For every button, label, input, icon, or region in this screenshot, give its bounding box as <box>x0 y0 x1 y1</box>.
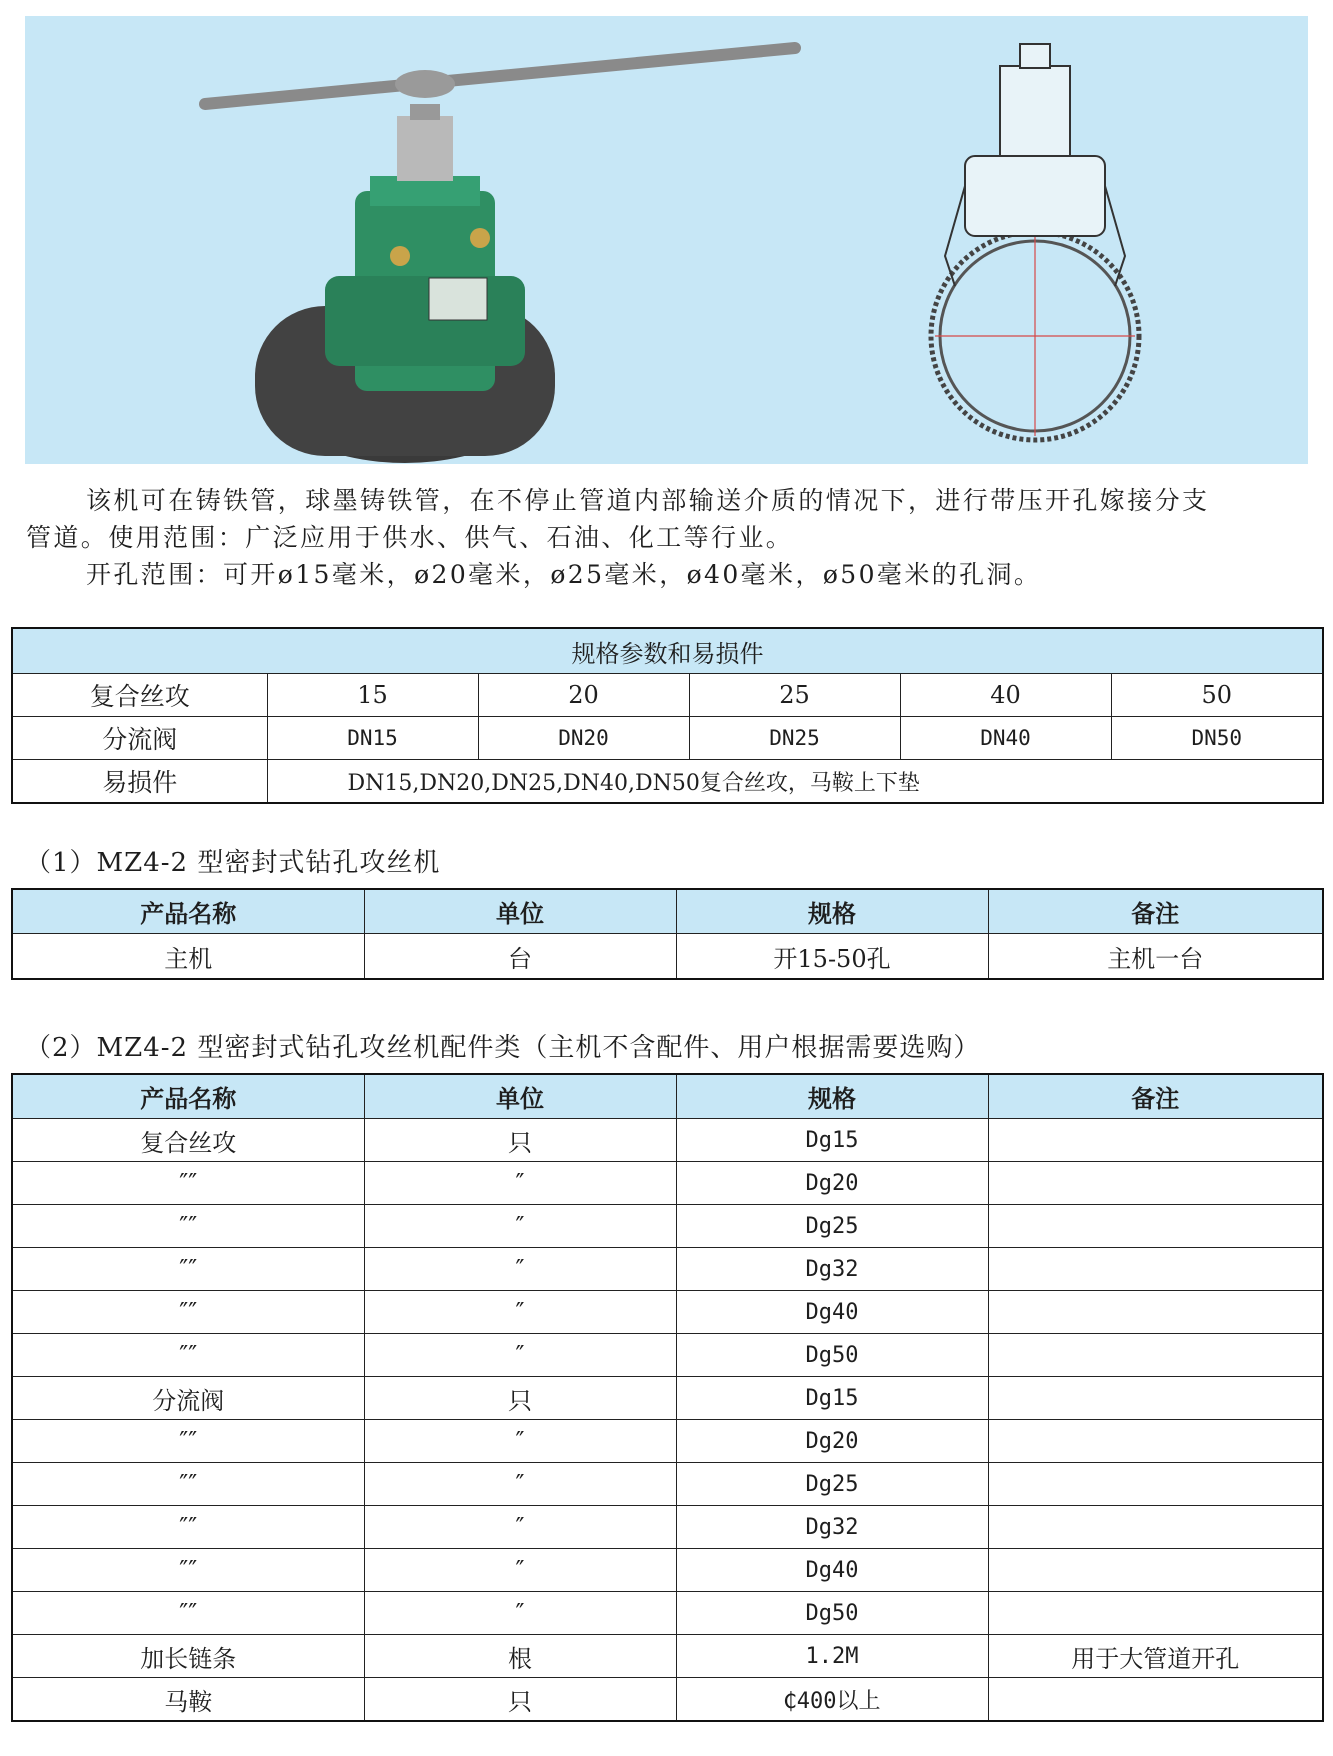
main-unit-table <box>11 888 1324 980</box>
spec-row-label: 复合丝攻 <box>12 674 267 717</box>
intro-line-2: 管道。使用范围：广泛应用于供水、供气、石油、化工等行业。 <box>26 523 794 552</box>
table-cell: ″″ <box>12 1463 364 1506</box>
spec-cell: 50 <box>1111 674 1323 717</box>
table-row <box>12 1119 1323 1162</box>
table-cell: ″ <box>364 1592 676 1635</box>
drilling-machine-illustration <box>25 16 1308 464</box>
table-cell: ″ <box>364 1463 676 1506</box>
table-cell: 马鞍 <box>12 1678 364 1722</box>
table-cell: Dg25 <box>676 1205 988 1248</box>
spec-cell: 40 <box>900 674 1111 717</box>
table-cell: ″″ <box>12 1549 364 1592</box>
table-cell: ₵400以上 <box>676 1678 988 1722</box>
column-header: 规格 <box>676 1074 988 1119</box>
table-cell: 分流阀 <box>12 1377 364 1420</box>
table-cell: 加长链条 <box>12 1635 364 1678</box>
table-cell <box>988 1162 1323 1205</box>
table-cell: ″″ <box>12 1420 364 1463</box>
table-cell: ″ <box>364 1549 676 1592</box>
table-cell <box>988 1420 1323 1463</box>
accessories-table <box>11 1073 1324 1722</box>
spindle <box>397 116 453 181</box>
spec-cell: DN25 <box>689 717 900 760</box>
spec-table-title: 规格参数和易损件 <box>12 628 1323 674</box>
table-cell: Dg32 <box>676 1248 988 1291</box>
spec-row-valve <box>12 717 1323 760</box>
table-cell: ″ <box>364 1420 676 1463</box>
table-cell: ″″ <box>12 1334 364 1377</box>
schematic-drawing <box>931 44 1139 440</box>
column-header: 单位 <box>364 889 676 934</box>
table-cell: ″″ <box>12 1506 364 1549</box>
spec-row-label: 分流阀 <box>12 717 267 760</box>
table-cell: Dg20 <box>676 1420 988 1463</box>
table-row <box>12 1463 1323 1506</box>
table-cell: ″″ <box>12 1162 364 1205</box>
table-cell: ″ <box>364 1248 676 1291</box>
table-cell: 主机 <box>12 934 364 980</box>
table-cell <box>988 1291 1323 1334</box>
table-cell: Dg40 <box>676 1549 988 1592</box>
table-cell: Dg20 <box>676 1162 988 1205</box>
table-row <box>12 1205 1323 1248</box>
spec-cell: 20 <box>478 674 689 717</box>
table-row <box>12 1678 1323 1722</box>
table-row <box>12 1291 1323 1334</box>
table-cell: Dg32 <box>676 1506 988 1549</box>
table-row <box>12 934 1323 980</box>
table-cell: 只 <box>364 1678 676 1722</box>
table-cell <box>988 1119 1323 1162</box>
table-row <box>12 1334 1323 1377</box>
table-cell: ″″ <box>12 1205 364 1248</box>
column-header: 备注 <box>988 1074 1323 1119</box>
table-cell: Dg50 <box>676 1592 988 1635</box>
spec-row-label: 易损件 <box>12 760 267 804</box>
table-cell: 只 <box>364 1119 676 1162</box>
table-cell: Dg50 <box>676 1334 988 1377</box>
table-cell: 主机一台 <box>988 934 1323 980</box>
table-header-row <box>12 889 1323 934</box>
table-cell: 1.2M <box>676 1635 988 1678</box>
table-cell <box>988 1549 1323 1592</box>
section2-caption: （2）MZ4-2 型密封式钻孔攻丝机配件类（主机不含配件、用户根据需要选购） <box>25 1033 981 1063</box>
column-header: 规格 <box>676 889 988 934</box>
table-cell: 根 <box>364 1635 676 1678</box>
spec-cell: DN50 <box>1111 717 1323 760</box>
table-cell: 开15-50孔 <box>676 934 988 980</box>
table-cell <box>988 1248 1323 1291</box>
table-cell: 台 <box>364 934 676 980</box>
column-header: 产品名称 <box>12 889 364 934</box>
table-cell: ″″ <box>12 1291 364 1334</box>
spec-row-tap <box>12 674 1323 717</box>
table-cell: Dg15 <box>676 1377 988 1420</box>
column-header: 产品名称 <box>12 1074 364 1119</box>
table-cell: ″ <box>364 1291 676 1334</box>
table-row <box>12 1549 1323 1592</box>
table-header-row <box>12 1074 1323 1119</box>
table-cell: ″ <box>364 1205 676 1248</box>
intro-line-3: 开孔范围：可开ø15毫米，ø20毫米，ø25毫米，ø40毫米，ø50毫米的孔洞。 <box>86 560 1042 589</box>
wear-parts-value: DN15,DN20,DN25,DN40,DN50复合丝攻，马鞍上下垫 <box>267 760 1323 804</box>
table-row <box>12 1592 1323 1635</box>
product-image-banner <box>25 16 1308 464</box>
table-cell: ″″ <box>12 1592 364 1635</box>
spec-cell: 25 <box>689 674 900 717</box>
table-cell: Dg40 <box>676 1291 988 1334</box>
table-cell <box>988 1205 1323 1248</box>
table-cell <box>988 1678 1323 1722</box>
intro-line-1: 该机可在铸铁管，球墨铸铁管，在不停止管道内部输送介质的情况下，进行带压开孔嫁接分支 <box>86 486 1210 515</box>
table-cell: ″ <box>364 1506 676 1549</box>
column-header: 备注 <box>988 889 1323 934</box>
table-cell <box>988 1377 1323 1420</box>
table-cell: ″ <box>364 1334 676 1377</box>
table-cell: 只 <box>364 1377 676 1420</box>
column-header: 单位 <box>364 1074 676 1119</box>
table-cell <box>988 1463 1323 1506</box>
spec-cell: DN15 <box>267 717 478 760</box>
spec-cell: DN40 <box>900 717 1111 760</box>
table-row <box>12 1420 1323 1463</box>
table-row <box>12 1506 1323 1549</box>
spec-row-wear <box>12 760 1323 804</box>
table-cell: ″″ <box>12 1248 364 1291</box>
table-row <box>12 1377 1323 1420</box>
section1-caption: （1）MZ4-2 型密封式钻孔攻丝机 <box>25 848 441 878</box>
table-cell: Dg25 <box>676 1463 988 1506</box>
table-cell: ″ <box>364 1162 676 1205</box>
table-cell <box>988 1506 1323 1549</box>
intro-text <box>26 482 1311 593</box>
spec-cell: 15 <box>267 674 478 717</box>
table-cell: 复合丝攻 <box>12 1119 364 1162</box>
spec-table <box>11 627 1324 804</box>
table-row <box>12 1635 1323 1678</box>
table-cell <box>988 1334 1323 1377</box>
table-row <box>12 1248 1323 1291</box>
t-handle <box>205 48 795 104</box>
table-cell <box>988 1592 1323 1635</box>
table-cell: Dg15 <box>676 1119 988 1162</box>
table-row <box>12 1162 1323 1205</box>
spec-cell: DN20 <box>478 717 689 760</box>
table-cell: 用于大管道开孔 <box>988 1635 1323 1678</box>
